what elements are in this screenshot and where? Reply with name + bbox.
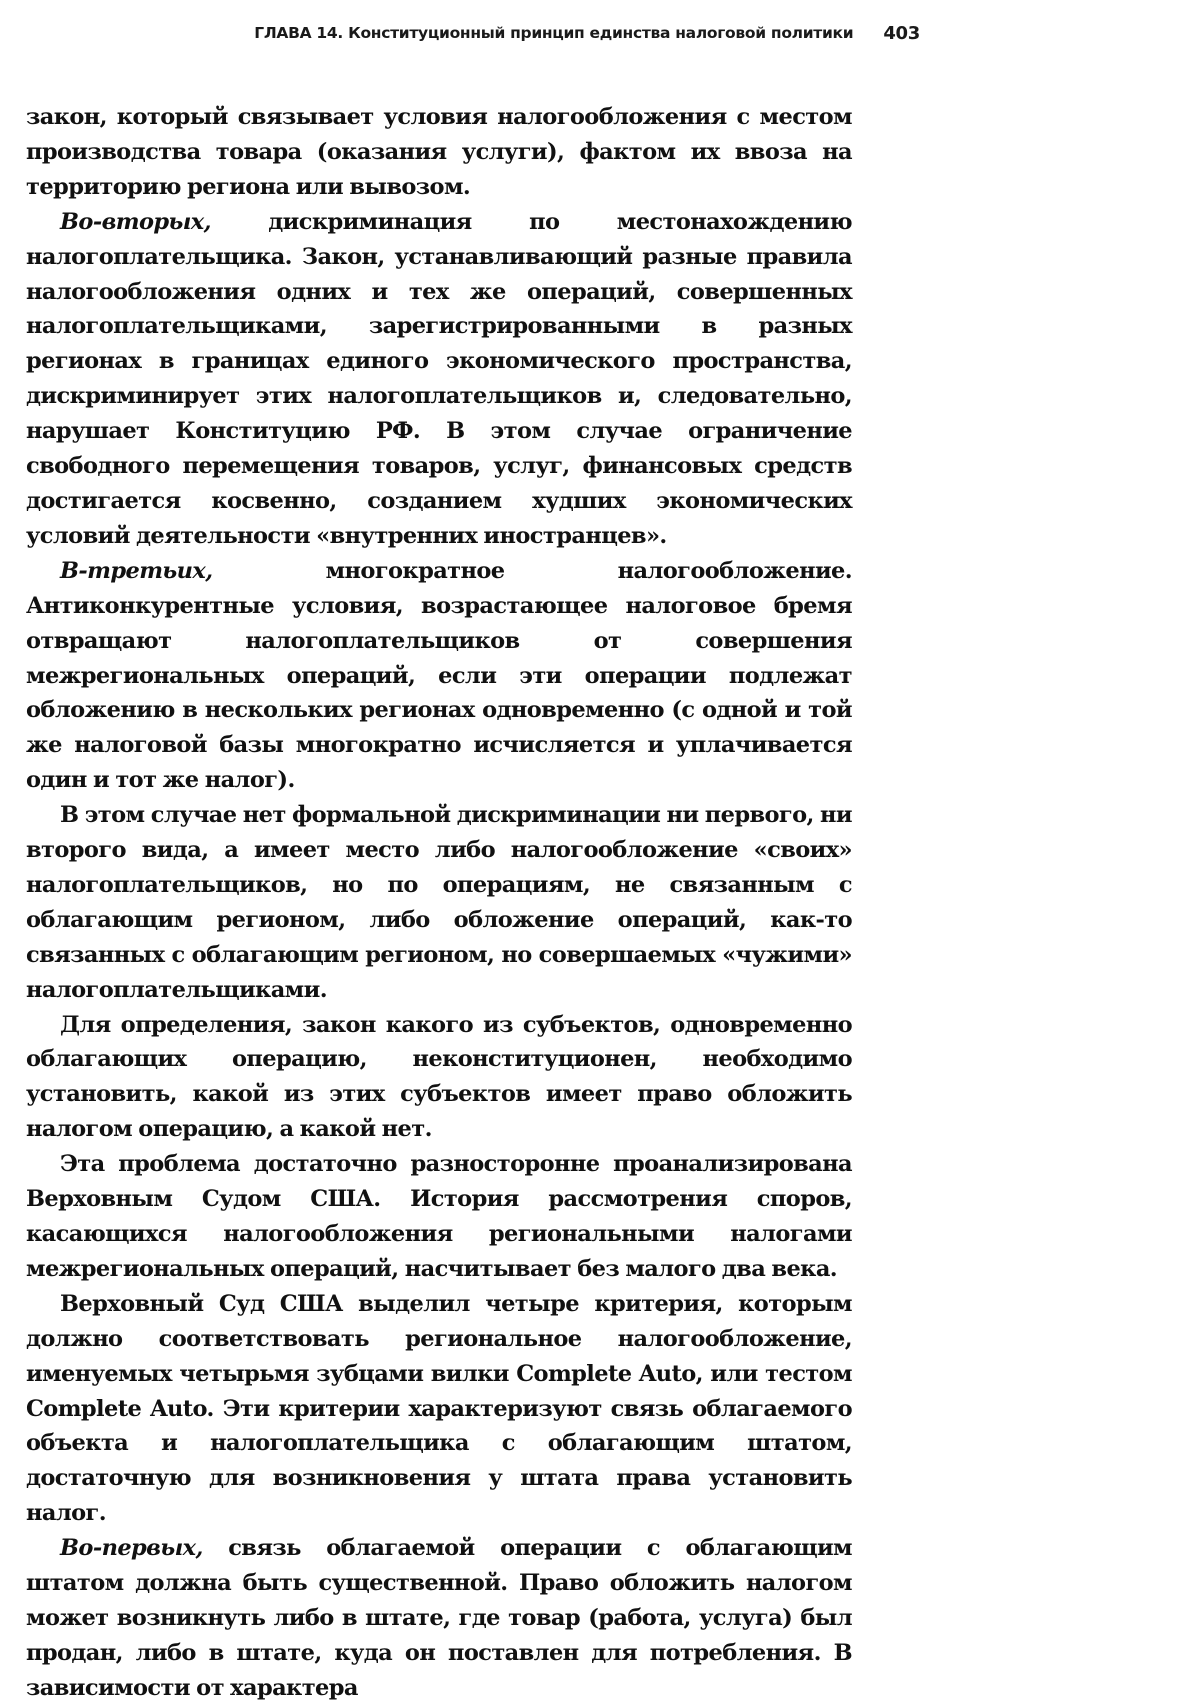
paragraph-text: связь облагаемой операции с облагающим штатом должна быть существенной. Право обложить налогом может возникнуть либо в штате, где товар (работа, услуга) был продан, либо в штате, куда он поставлен для потребления. В зависимости от характера (26, 1535, 852, 1701)
paragraph (26, 100, 852, 205)
paragraph-lead: Во-первых, (60, 1535, 203, 1562)
paragraph (26, 798, 852, 1007)
paragraph (26, 554, 852, 798)
paragraph (26, 1008, 852, 1148)
paragraph-lead: В-третьих, (60, 557, 213, 584)
paragraph (26, 1147, 852, 1287)
paragraph (26, 205, 852, 554)
paragraph (26, 1287, 852, 1531)
body-text (26, 100, 852, 1706)
paragraph-text: дискриминация по местонахождению налогоплательщика. Закон, устанавливающий разные правила налогообложения одних и тех же операций, совершенных налогоплательщиками, зарегистрированными в разных регионах в границах единого экономического пространства, дискриминирует этих налогоплательщиков и, следовательно, нарушает Конституцию РФ. В этом случае ограничение свободного перемещения товаров, услуг, финансовых средств достигается косвенно, созданием худших экономических условий деятельности «внутренних иностранцев». (26, 208, 852, 549)
paragraph (26, 1531, 852, 1706)
paragraph-text: Для определения, закон какого из субъектов, одновременно облагающих операцию, неконституционен, необходимо установить, какой из этих субъектов имеет право обложить налогом операцию, а какой нет. (26, 1011, 852, 1143)
paragraph-lead: Во-вторых, (60, 208, 211, 235)
paragraph-text: В этом случае нет формальной дискриминации ни первого, ни второго вида, а имеет место либо налогообложение «своих» налогоплательщиков, но по операциям, не связанным с облагающим регионом, либо обложение операций, как-то связанных с облагающим регионом, но совершаемых «чужими» налогоплательщиками. (26, 802, 852, 1003)
paragraph-text: Верховный Суд США выделил четыре критерия, которым должно соответствовать региональное налогообложение, именуемых четырьмя зубцами вилки Complete Auto, или тестом Complete Auto. Эти критерии характеризуют связь облагаемого объекта и налогоплательщика с облагающим штатом, достаточную для возникновения у штата права установить налог. (26, 1290, 852, 1527)
paragraph-text: закон, который связывает условия налогообложения с местом производства товара (оказания услуги), фактом их ввоза на территорию региона или вывозом. (26, 104, 852, 200)
paragraph-text: Эта проблема достаточно разносторонне проанализирована Верховным Судом США. История рассмотрения споров, касающихся налогообложения региональными налогами межрегиональных операций, насчитывает без малого два века. (26, 1151, 852, 1282)
page-number: 403 (883, 22, 920, 44)
chapter-title: ГЛАВА 14. Конституционный принцип единства налоговой политики (254, 24, 854, 42)
paragraph-text: многократное налогообложение. Антиконкурентные условия, возрастающее налоговое бремя отвращают налогоплательщиков от совершения межрегиональных операций, если эти операции подлежат обложению в нескольких регионах одновременно (с одной и той же налоговой базы многократно исчисляется и уплачивается один и тот же налог). (26, 557, 852, 794)
running-header (200, 18, 920, 48)
